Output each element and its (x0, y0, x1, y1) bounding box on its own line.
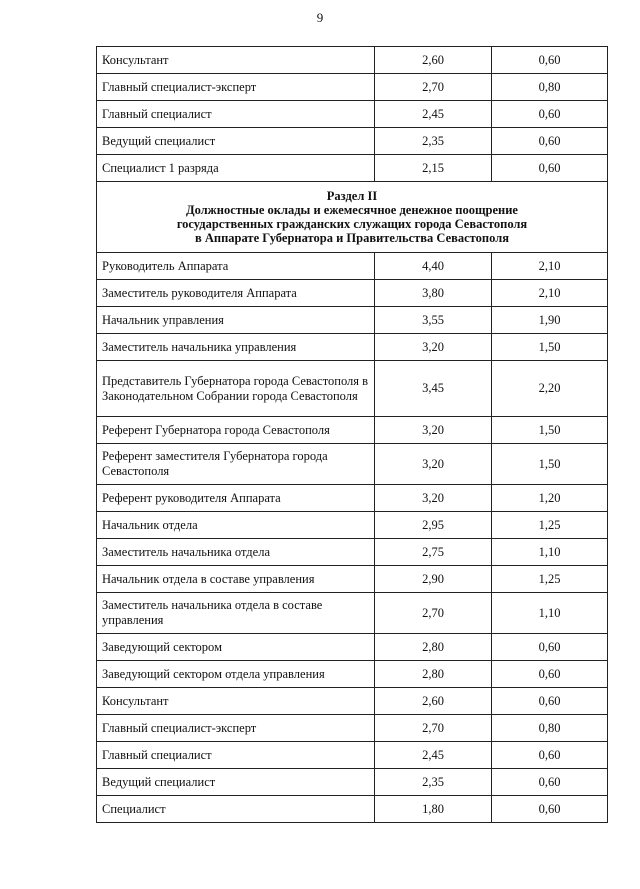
salary-ratio-cell: 3,20 (375, 444, 492, 485)
position-cell: Ведущий специалист (97, 769, 375, 796)
table-row (97, 715, 608, 742)
table-row (97, 444, 608, 485)
salary-ratio-cell: 3,80 (375, 280, 492, 307)
bonus-ratio-cell: 1,25 (492, 566, 608, 593)
bonus-ratio-cell: 1,90 (492, 307, 608, 334)
table-row (97, 101, 608, 128)
position-cell: Референт Губернатора города Севастополя (97, 417, 375, 444)
position-cell: Специалист (97, 796, 375, 823)
position-cell: Представитель Губернатора города Севастополя в Законодательном Собрании города Севастополя (97, 361, 375, 417)
bonus-ratio-cell: 0,60 (492, 742, 608, 769)
position-cell: Ведущий специалист (97, 128, 375, 155)
position-cell: Руководитель Аппарата (97, 253, 375, 280)
bonus-ratio-cell: 0,80 (492, 74, 608, 101)
table-row (97, 47, 608, 74)
table-row (97, 417, 608, 444)
bonus-ratio-cell: 1,50 (492, 334, 608, 361)
bonus-ratio-cell: 0,60 (492, 101, 608, 128)
salary-ratio-cell: 2,15 (375, 155, 492, 182)
table-row (97, 74, 608, 101)
position-cell: Главный специалист (97, 742, 375, 769)
bonus-ratio-cell: 1,25 (492, 512, 608, 539)
salary-ratio-cell: 2,35 (375, 769, 492, 796)
table-row (97, 539, 608, 566)
salary-table (96, 46, 608, 823)
table-row (97, 688, 608, 715)
position-cell: Главный специалист-эксперт (97, 715, 375, 742)
salary-ratio-cell: 2,80 (375, 661, 492, 688)
bonus-ratio-cell: 2,10 (492, 253, 608, 280)
salary-ratio-cell: 2,35 (375, 128, 492, 155)
bonus-ratio-cell: 0,60 (492, 128, 608, 155)
position-cell: Заместитель начальника управления (97, 334, 375, 361)
salary-ratio-cell: 2,60 (375, 688, 492, 715)
bonus-ratio-cell: 0,60 (492, 47, 608, 74)
position-cell: Заместитель начальника отдела в составе управления (97, 593, 375, 634)
position-cell: Заведующий сектором отдела управления (97, 661, 375, 688)
salary-ratio-cell: 1,80 (375, 796, 492, 823)
bonus-ratio-cell: 0,60 (492, 661, 608, 688)
position-cell: Главный специалист-эксперт (97, 74, 375, 101)
salary-ratio-cell: 2,70 (375, 715, 492, 742)
bonus-ratio-cell: 1,20 (492, 485, 608, 512)
salary-ratio-cell: 2,60 (375, 47, 492, 74)
position-cell: Референт руководителя Аппарата (97, 485, 375, 512)
bonus-ratio-cell: 1,10 (492, 539, 608, 566)
table-row (97, 796, 608, 823)
section-title-line: государственных гражданских служащих города Севастополя (176, 217, 528, 231)
bonus-ratio-cell: 0,60 (492, 769, 608, 796)
position-cell: Заместитель руководителя Аппарата (97, 280, 375, 307)
bonus-ratio-cell: 1,10 (492, 593, 608, 634)
bonus-ratio-cell: 1,50 (492, 444, 608, 485)
salary-ratio-cell: 3,20 (375, 334, 492, 361)
section-header-row (97, 182, 608, 253)
table-row (97, 661, 608, 688)
position-cell: Начальник управления (97, 307, 375, 334)
position-cell: Начальник отдела в составе управления (97, 566, 375, 593)
position-cell: Консультант (97, 47, 375, 74)
table-row (97, 566, 608, 593)
table-row (97, 634, 608, 661)
position-cell: Специалист 1 разряда (97, 155, 375, 182)
bonus-ratio-cell: 0,60 (492, 796, 608, 823)
bonus-ratio-cell: 1,50 (492, 417, 608, 444)
bonus-ratio-cell: 0,60 (492, 634, 608, 661)
position-cell: Консультант (97, 688, 375, 715)
table-row (97, 769, 608, 796)
position-cell: Заместитель начальника отдела (97, 539, 375, 566)
salary-ratio-cell: 2,80 (375, 634, 492, 661)
table-row (97, 512, 608, 539)
table-row (97, 334, 608, 361)
bonus-ratio-cell: 2,20 (492, 361, 608, 417)
salary-ratio-cell: 2,45 (375, 101, 492, 128)
table-row (97, 253, 608, 280)
bonus-ratio-cell: 0,60 (492, 155, 608, 182)
table-row (97, 742, 608, 769)
salary-ratio-cell: 3,20 (375, 485, 492, 512)
salary-ratio-cell: 3,20 (375, 417, 492, 444)
bonus-ratio-cell: 2,10 (492, 280, 608, 307)
bonus-ratio-cell: 0,80 (492, 715, 608, 742)
table-row (97, 593, 608, 634)
salary-ratio-cell: 2,90 (375, 566, 492, 593)
salary-ratio-cell: 2,70 (375, 593, 492, 634)
section-title-line: в Аппарате Губернатора и Правительства Севастополя (195, 231, 509, 245)
salary-ratio-cell: 2,70 (375, 74, 492, 101)
table-row (97, 361, 608, 417)
bonus-ratio-cell: 0,60 (492, 688, 608, 715)
position-cell: Заведующий сектором (97, 634, 375, 661)
page-number: 9 (316, 10, 324, 25)
salary-ratio-cell: 3,45 (375, 361, 492, 417)
salary-ratio-cell: 2,75 (375, 539, 492, 566)
section-title-line: Должностные оклады и ежемесячное денежное поощрение (185, 203, 518, 217)
position-cell: Начальник отдела (97, 512, 375, 539)
section-heading: Раздел II (326, 189, 378, 203)
section-header (97, 182, 608, 253)
table-row (97, 128, 608, 155)
salary-ratio-cell: 3,55 (375, 307, 492, 334)
table-row (97, 280, 608, 307)
table-row (97, 485, 608, 512)
salary-ratio-cell: 2,45 (375, 742, 492, 769)
position-cell: Референт заместителя Губернатора города Севастополя (97, 444, 375, 485)
table-row (97, 155, 608, 182)
position-cell: Главный специалист (97, 101, 375, 128)
salary-ratio-cell: 2,95 (375, 512, 492, 539)
salary-ratio-cell: 4,40 (375, 253, 492, 280)
table-row (97, 307, 608, 334)
